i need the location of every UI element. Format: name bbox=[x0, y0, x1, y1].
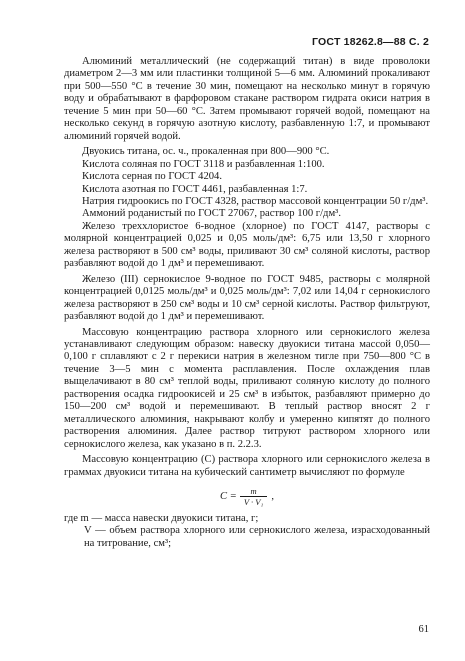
page-number: 61 bbox=[418, 624, 429, 635]
paragraph-sulfuric-acid: Кислота серная по ГОСТ 4204. bbox=[82, 171, 222, 183]
formula-definitions bbox=[64, 513, 430, 550]
definition-symbol: V bbox=[84, 525, 92, 537]
formula-denominator: V · V₁ bbox=[240, 496, 268, 507]
formula-numerator: m bbox=[250, 485, 257, 496]
paragraph-sodium-hydroxide: Натрия гидроокись по ГОСТ 4328, раствор массовой концентрации 50 г/дм³. bbox=[82, 195, 429, 207]
definition-m bbox=[64, 513, 430, 525]
formula-lhs: C = bbox=[219, 490, 237, 502]
paragraph-ammonium-thiocyanate: Аммоний роданистый по ГОСТ 27067, раствор 100 г/дм³. bbox=[82, 208, 341, 220]
formula-fraction bbox=[240, 487, 268, 507]
paragraph-formula-intro: Массовую концентрацию (С) раствора хлорного или сернокислого железа в граммах двуокиси титана на кубический сантиметр вычисляют по формуле bbox=[64, 454, 430, 478]
paragraph-aluminum: Алюминий металлический (не содержащий титан) в виде проволоки диаметром 2—3 мм или пластинки толщиной 5—6 мм. Алюминий прокаливают при 500—550 °С в течение 30 мин, помещают на несколько минут в горячую воду и обрабатывают в фарфоровом стакане раствором гидрата окиси натрия в течение 5 мин при 50—60 °С. Затем промывают горячей водой, помещают на несколько секунд в горячую азотную кислоту, разбавленную 1:7, и промывают алюминий горячей водой. bbox=[64, 56, 430, 142]
page-body bbox=[64, 56, 430, 550]
definition-text: — масса навески двуокиси титана, г; bbox=[91, 512, 259, 524]
paragraph-nitric-acid: Кислота азотная по ГОСТ 4461, разбавленная 1:7. bbox=[82, 183, 308, 195]
formula-tail: , bbox=[271, 490, 275, 502]
document-header: ГОСТ 18262.8—88 С. 2 bbox=[312, 36, 429, 48]
paragraph-titanium-dioxide: Двуокись титана, ос. ч., прокаленная при 800—900 °С. bbox=[82, 146, 330, 158]
definition-text: — объем раствора хлорного или сернокислого железа, израсходованный на титрование, см³; bbox=[84, 525, 430, 549]
definition-symbol: где m bbox=[64, 512, 89, 524]
paragraph-mass-concentration-method: Массовую концентрацию раствора хлорного или сернокислого железа устанавливают следующим образом: навеску двуокиси титана массой 0,050—0,100 г сплавляют с 2 г перекиси натрия в железном тигле при 750—800 °С в течение 3—5 мин с момента расплавления. После охлаждения плав выщелачивают в 80 см³ теплой воды, приливают соляную кислоту до полного растворения осадка гидроокисей и 25 см³ в избыток, разбавляют примерно до 150—200 см³ водой и перемешивают. В теплый раствор вносят 2 г металлического алюминия, накрывают колбу и умеренно кипятят до полного растворения алюминия. Далее раствор титруют раствором хлорного или сернокислого железа, как указано в п. 2.2.3. bbox=[64, 326, 430, 450]
paragraph-ferric-sulfate: Железо (III) сернокислое 9-водное по ГОСТ 9485, растворы с молярной концентрацией 0,0125 моль/дм³ и 0,025 моль/дм³: 7,02 или 14,04 г сернокислого железа растворяют в 250 см³ воды и 10 см³ серной кислоты. Раствор фильтруют, разбавляют водой до 1 дм³ и перемешивают. bbox=[64, 273, 430, 323]
paragraph-ferric-chloride: Железо треххлористое 6-водное (хлорное) по ГОСТ 4147, растворы с молярной концентрацией 0,025 и 0,05 моль/дм³: 6,75 или 13,50 г хлорного железа растворяют в 500 см³ воды, приливают 30 см³ соляной кислоты, раствор разбавляют водой до 1 дм³ и перемешивают. bbox=[64, 220, 430, 270]
definition-v bbox=[64, 525, 430, 550]
paragraph-hydrochloric-acid: Кислота соляная по ГОСТ 3118 и разбавленная 1:100. bbox=[82, 158, 325, 170]
concentration-formula bbox=[64, 487, 430, 507]
